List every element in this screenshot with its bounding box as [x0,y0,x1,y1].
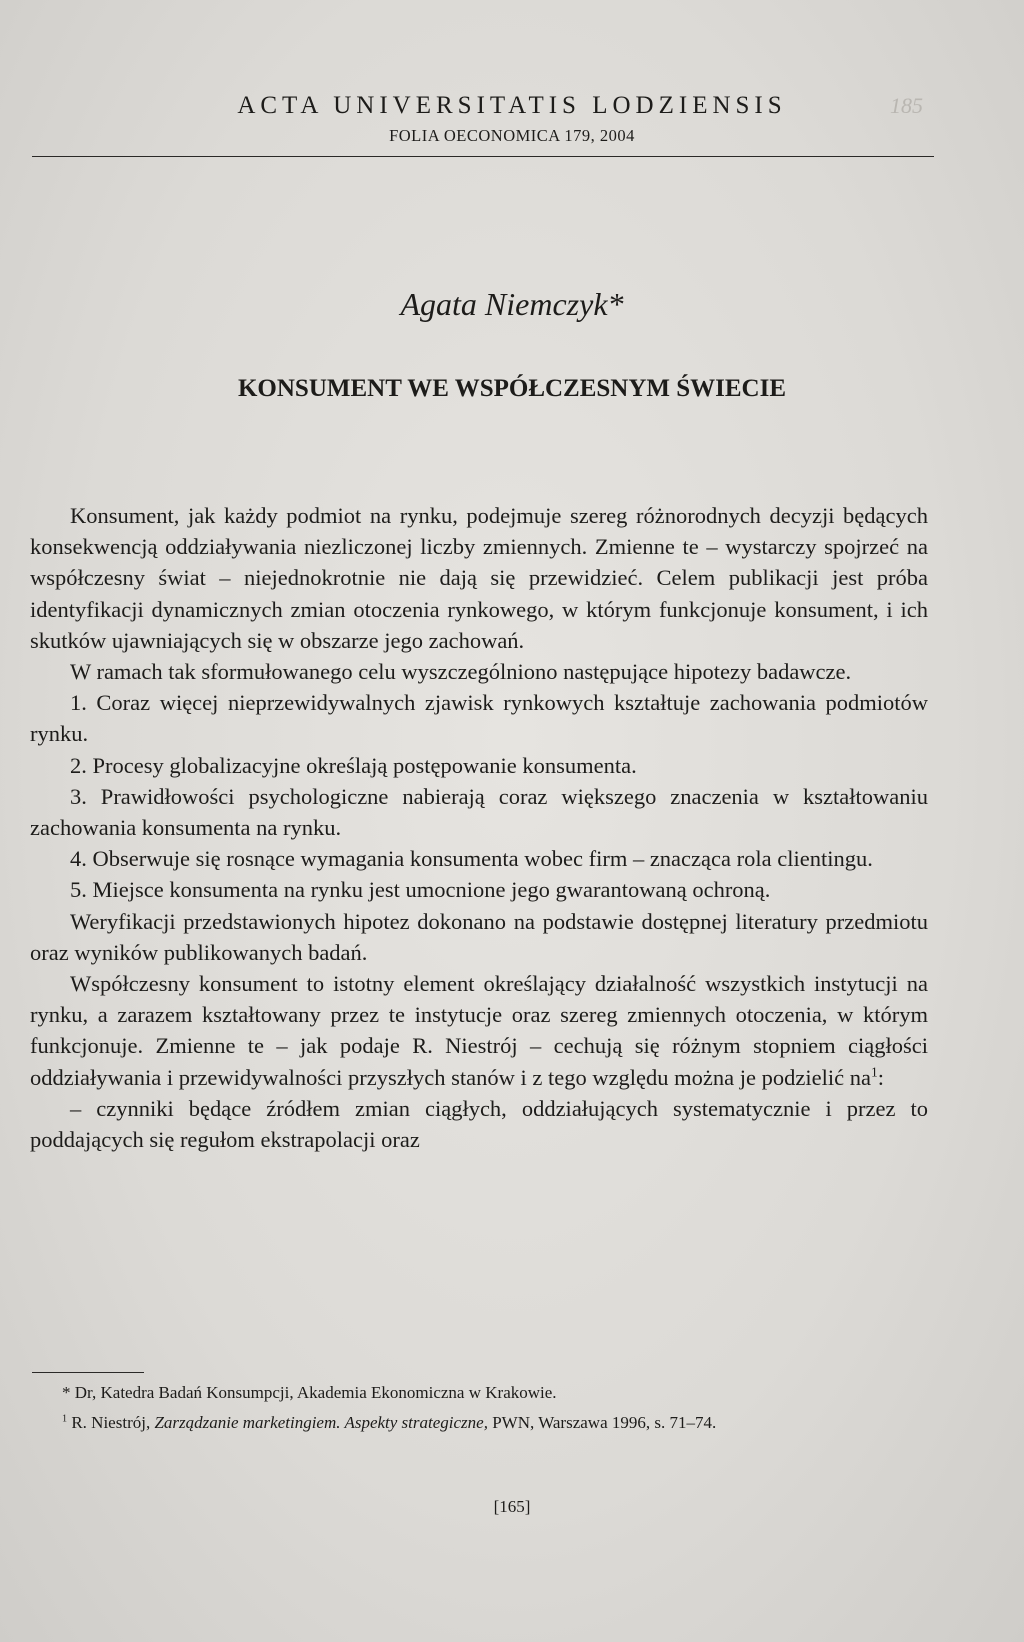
page-number: [165] [493,1497,531,1516]
hypothesis-1: 1. Coraz więcej nieprzewidywalnych zjawisk rynkowych kształtuje zachowania podmiotów rynku. [30,690,928,747]
hypothesis-5: 5. Miejsce konsumenta na rynku jest umocnione jego gwarantowaną ochroną. [70,877,771,903]
paragraph-intro: Konsument, jak każdy podmiot na rynku, podejmuje szereg różnorodnych decyzji będących konsekwencją oddziaływania niezliczonej liczby zmiennych. Zmienne te – wystarczy spojrzeć na współczesny świat – niejednokrotnie nie dają się przewidzieć. Celem publikacji jest próba identyfikacji dynamicznych zmian otoczenia rynkowego, w którym funkcjonuje konsument, i ich skutków ujawniających się w obszarze jego zachowań. [30,503,928,653]
author-footnote-mark: * [607,286,624,322]
hypothesis-3: 3. Prawidłowości psychologiczne nabierają coraz większego znaczenia w kształtowaniu zachowania konsumenta na rynku. [30,783,928,841]
bleed-through-page-number: 185 [890,93,923,118]
paragraph-modern-consumer-text: Współczesny konsument to istotny element określający działalność wszystkich instytucji na rynku, a zarazem kształtowany przez te instytucje oraz szereg zmiennych otoczenia, w którym funkcjonuje. Zmienne te – jak podaje R. Niestrój – cechują się różnym stopniem ciągłości oddziaływania i przewidywalności przyszłych stanów i z tego względu można je podzielić na [30,971,928,1090]
footnote-author-mark: * [62,1383,71,1402]
footnote-ref-1: 1 [870,1064,878,1080]
hypothesis-4: 4. Obserwuje się rosnące wymagania konsumenta wobec firm – znacząca rola clientingu. [70,846,873,872]
footnote-rule [32,1372,144,1373]
footnotes [30,1378,928,1438]
header-rule [32,156,934,157]
footnote-author [30,1378,928,1408]
paragraph-modern-consumer [30,968,928,1093]
hypothesis-2: 2. Procesy globalizacyjne określają postępowanie konsumenta. [70,752,637,778]
paragraph-modern-consumer-end: : [877,1064,884,1090]
journal-issue: FOLIA OECONOMICA 179, 2004 [389,126,635,145]
footnote-1-mark: 1 [62,1413,68,1425]
journal-title: ACTA UNIVERSITATIS LODZIENSIS [237,92,787,119]
list-item-continuous-factors: – czynniki będące źródłem zmian ciągłych, oddziałujących systematycznie i przez to poddających się regułom ekstrapolacji oraz [30,1095,928,1153]
footnote-1-author: R. Niestrój, [71,1413,151,1432]
footnote-1-title: Zarządzanie marketingiem. Aspekty strategiczne, [154,1413,488,1432]
article-body [30,500,928,1155]
author-name-text: Agata Niemczyk [400,286,608,322]
author-name [0,286,1024,323]
paragraph-hypotheses-intro: W ramach tak sformułowanego celu wyszczególniono następujące hipotezy badawcze. [70,659,852,685]
footnote-author-text: Dr, Katedra Badań Konsumpcji, Akademia Ekonomiczna w Krakowie. [74,1383,557,1402]
footnote-1 [30,1408,928,1438]
footnote-1-publisher: PWN, Warszawa 1996, s. 71–74. [492,1413,717,1432]
paragraph-verification: Weryfikacji przedstawionych hipotez dokonano na podstawie dostępnej literatury przedmiotu oraz wyników publikowanych badań. [30,908,928,965]
article-title: KONSUMENT WE WSPÓŁCZESNYM ŚWIECIE [237,375,787,402]
